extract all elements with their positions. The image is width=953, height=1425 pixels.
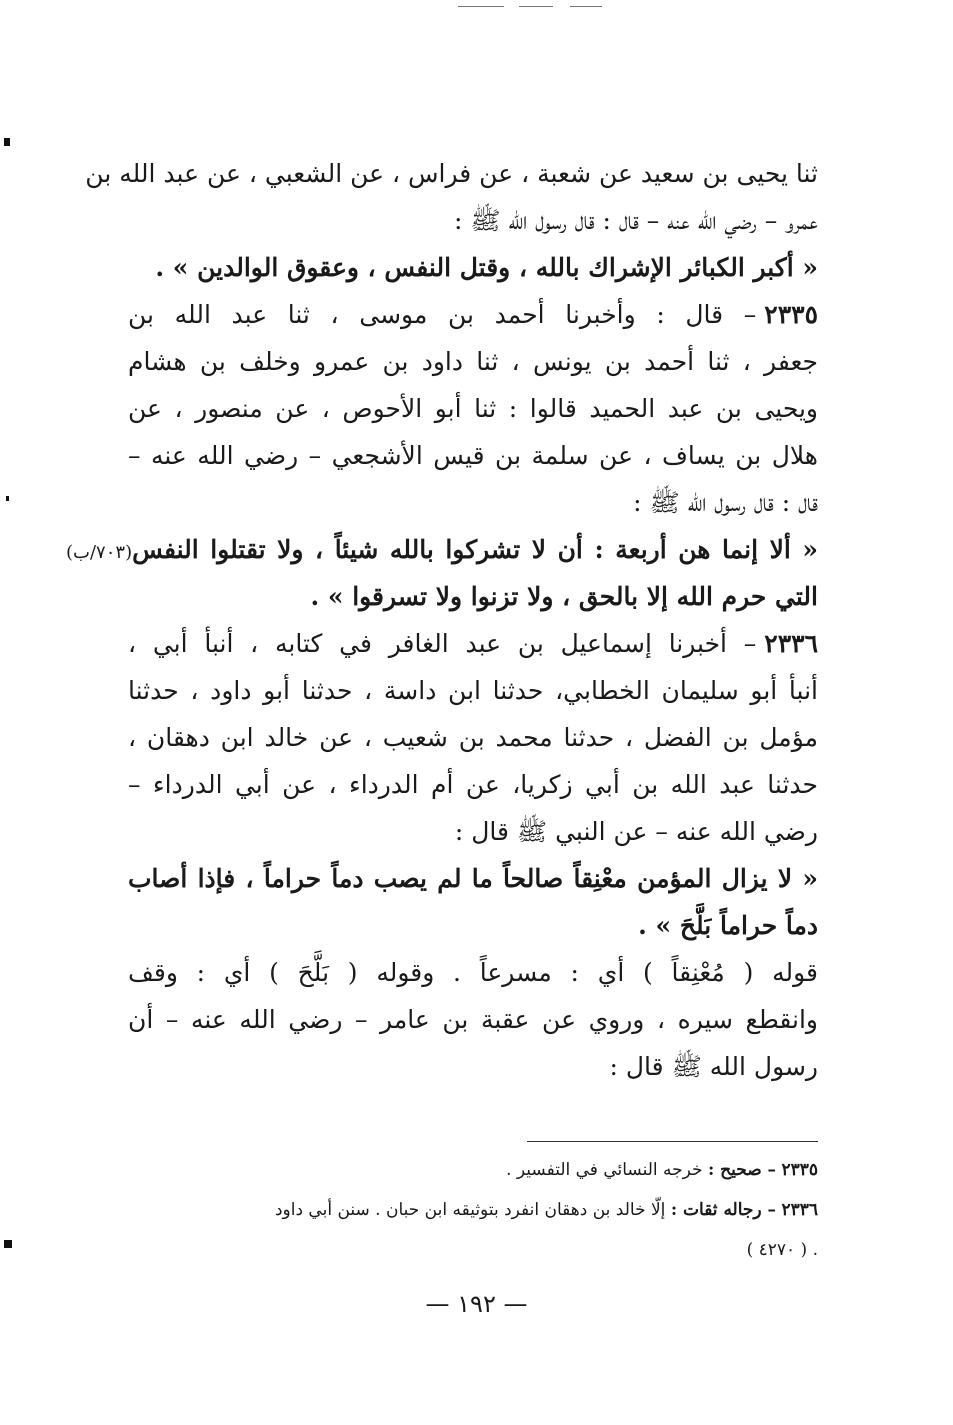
text-line: أنبأ أبو سليمان الخطابي، حدثنا ابن داسة ، حدثنا أبو داود ، حدثنا: [128, 676, 818, 705]
text-line: هلال بن يساف ، عن سلمة بن قيس الأشجعي – رضي الله عنه –: [128, 441, 818, 470]
text-line: – قال : وأخبرنا أحمد بن موسى ، ثنا عبد الله بن: [128, 300, 757, 329]
footnote-text: خرجه النسائي في التفسير .: [506, 1160, 703, 1180]
scan-mark: [4, 1240, 12, 1248]
hadith-text: « ألا إنما هن أربعة : أن لا تشركوا بالله شيئاً ، ولا تقتلوا النفس: [132, 535, 818, 564]
hadith-number: ٢٣٣٥: [764, 300, 818, 329]
top-rule: [458, 6, 504, 7]
page-body: [66, 150, 818, 1090]
footnote: [70, 1190, 818, 1230]
text-line: ويحيى بن عبد الحميد قالوا : ثنا أبو الأحوص ، عن منصور ، عن: [128, 394, 818, 423]
footnote-label: – رجاله ثقات :: [670, 1200, 777, 1220]
scan-mark: [6, 496, 9, 501]
text-line: – أخبرنا إسماعيل بن عبد الغافر في كتابه ، أنبأ أبي ،: [128, 629, 757, 658]
footnotes: [70, 1150, 818, 1270]
hadith-number: ٢٣٣٦: [764, 629, 818, 658]
footnote-text: إلّا خالد بن دهقان انفرد بتوثيقه ابن حبان . سنن أبي داود: [274, 1200, 666, 1220]
hadith-text-line: [66, 526, 818, 573]
text-line: قال : قال رسول الله ﷺ :: [633, 488, 818, 517]
text-line: رسول الله ﷺ قال :: [609, 1052, 818, 1081]
footnote-continuation: . ( ٤٢٧٠ ): [746, 1240, 818, 1260]
manuscript-ref: (٧٠٣/ب): [66, 542, 133, 563]
footnote: [70, 1150, 818, 1190]
hadith-entry-first-line: [128, 291, 818, 338]
hadith-text-line: « لا يزال المؤمن معْنِقاً صالحاً ما لم يصب دماً حراماً ، فإذا أصاب: [128, 864, 818, 893]
hadith-text-line: « أكبر الكبائر الإشراك بالله ، وقتل النفس ، وعقوق الوالدين » .: [155, 253, 818, 282]
footnote-label: – صحيح :: [707, 1160, 777, 1180]
scan-mark: [4, 138, 10, 146]
hadith-entry-first-line: [128, 620, 818, 667]
footnote-separator: [527, 1141, 818, 1142]
footnote-number: ٢٣٣٥: [781, 1160, 818, 1180]
text-line: حدثنا عبد الله بن أبي زكريا، عن أم الدرداء ، عن أبي الدرداء –: [128, 770, 818, 799]
hadith-text-line: التي حرم الله إلا بالحق ، ولا تزنوا ولا تسرقوا » .: [310, 582, 818, 611]
text-line: ثنا يحيى بن سعيد عن شعبة ، عن فراس ، عن الشعبي ، عن عبد الله بن: [85, 159, 818, 188]
text-line: جعفر ، ثنا أحمد بن يونس ، ثنا داود بن عمرو وخلف بن هشام: [128, 347, 818, 376]
text-line: رضي الله عنه – عن النبي ﷺ قال :: [454, 817, 818, 846]
top-rule: [519, 6, 553, 7]
text-line: قوله ( مُعْنِقاً ) أي : مسرعاً . وقوله ( بَلَّحَ ) أي : وقف: [128, 958, 818, 987]
page-number: — ١٩٢ —: [425, 1290, 528, 1318]
text-line: عمرو – رضي الله عنه – قال : قال رسول الله ﷺ :: [453, 206, 818, 235]
footnote-number: ٢٣٣٦: [781, 1200, 818, 1220]
text-line: مؤمل بن الفضل ، حدثنا محمد بن شعيب ، عن خالد ابن دهقان ،: [128, 723, 818, 752]
text-line: وانقطع سيره ، وروي عن عقبة بن عامر – رضي الله عنه – أن: [128, 1005, 818, 1034]
hadith-text-line: دماً حراماً بَلَّحَ » .: [638, 911, 818, 940]
top-rule: [570, 6, 602, 7]
